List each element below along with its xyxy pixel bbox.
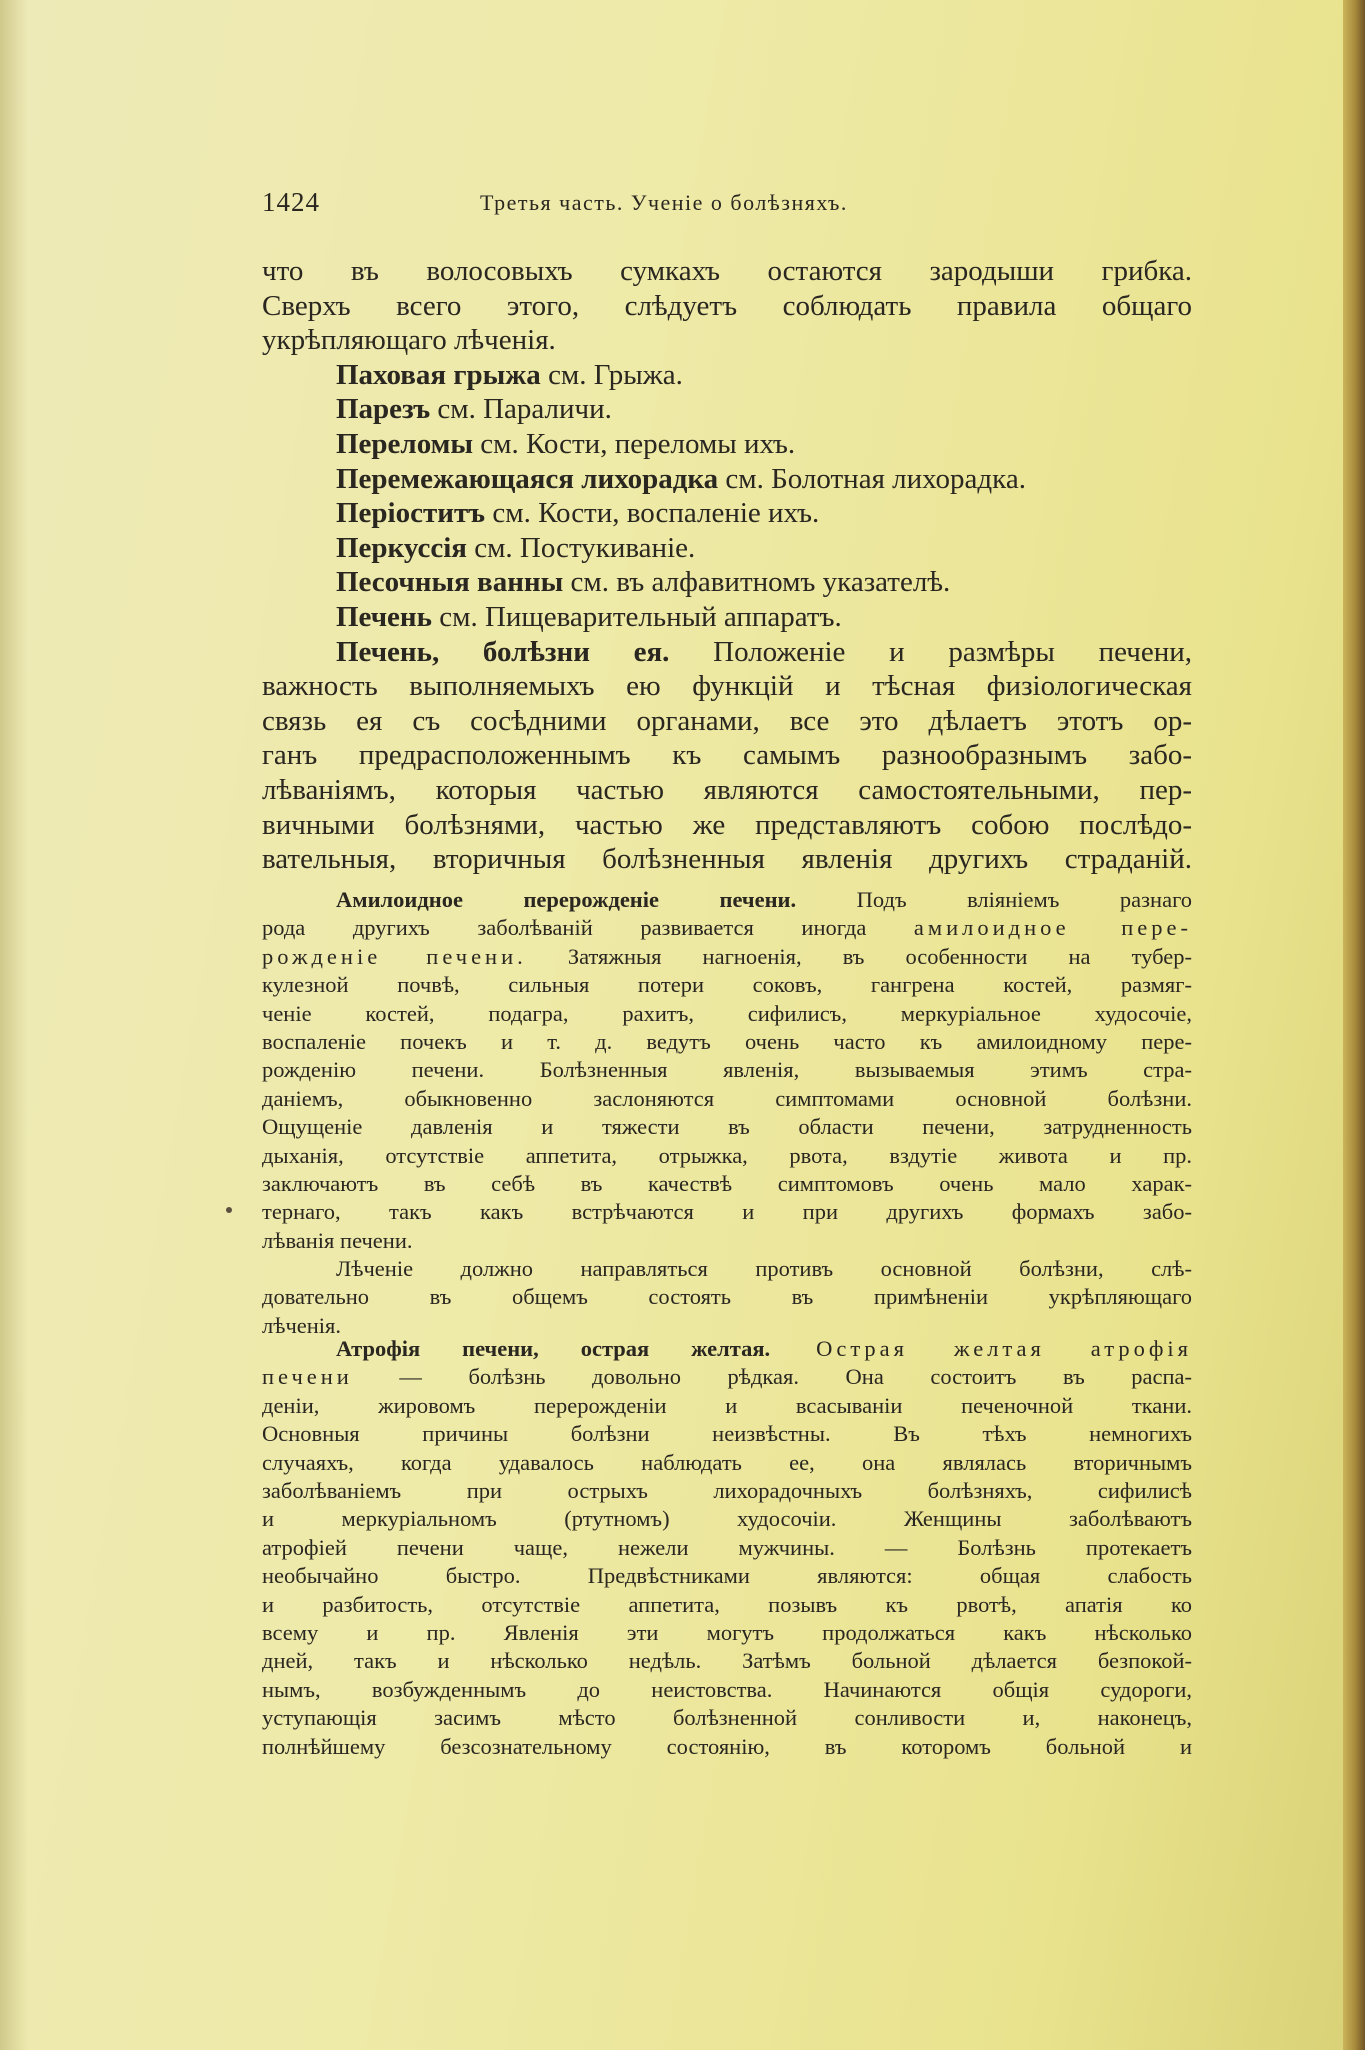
spaced-term: Острая желтая атрофія [770,1336,1192,1361]
entry-term: Паховая грыжа [336,358,541,391]
section-heading: Печень, болѣзни ея. [336,635,670,668]
text-line: случаяхъ, когда удавалось наблюдать ее, она являлась вторичнымъ [262,1449,1192,1475]
page-header [262,187,1192,227]
text-line: Сверхъ всего этого, слѣдуетъ соблюдать правила общаго [262,289,1192,322]
text-line [262,914,1192,942]
text-line: кулезной почвѣ, сильныя потери соковъ, гангрена костей, размяг- [262,972,1192,998]
text-line: заболѣваніемъ при острыхъ лихорадочныхъ болѣзняхъ, сифилисѣ [262,1478,1192,1504]
text-run: — болѣзнь довольно рѣдкая. Она состоитъ въ распа- [352,1364,1192,1390]
text-run: Затяжныя нагноенія, въ особенности на тубер- [526,943,1192,969]
subsection-heading: Атрофія печени, острая желтая. [336,1336,771,1361]
text-line [262,635,1192,670]
entry-ref: см. Параличи. [430,393,612,426]
entry-ref: см. Постукиваніе. [466,531,696,564]
text-line: даніемъ, обыкновенно заслоняются симптомами основной болѣзни. [262,1085,1192,1111]
index-entry [262,496,1192,531]
text-line: лѣченія. [262,1312,342,1338]
text-line: вательныя, вторичныя болѣзненныя явленія другихъ страданій. [262,843,1192,876]
text-line: вичными болѣзнями, частью же представляютъ собою послѣдо- [262,808,1192,841]
text-line: атрофіей печени чаще, нежели мужчины. — Болѣзнь протекаетъ [262,1534,1192,1560]
entry-term: Печень [336,600,432,633]
treatment-paragraph [262,1255,1192,1340]
entry-ref: см. Пищеварительный аппаратъ. [431,600,842,633]
entry-ref: см. Кости, переломы ихъ. [473,427,796,460]
text-line: Ощущеніе давленія и тяжести въ области печени, затрудненность [262,1114,1192,1140]
text-line: Основныя причины болѣзни неизвѣстны. Въ тѣхъ немногихъ [262,1421,1192,1447]
index-entry [262,600,1192,635]
text-line: дней, такъ и нѣсколько недѣль. Затѣмъ больной дѣлается безпокой- [262,1648,1192,1674]
text-line [262,1363,1192,1391]
text-line: воспаленіе почекъ и т. д. ведутъ очень часто къ амилоидному пере- [262,1029,1192,1055]
text-line: лѣваніямъ, которыя частью являются самостоятельными, пер- [262,773,1192,806]
index-entry [262,462,1192,497]
index-entry [262,531,1192,566]
text-line: ченіе костей, подагра, рахитъ, сифилисъ, меркуріальное худосочіе, [262,1000,1192,1026]
entry-term: Періоститъ [336,497,486,530]
text-line: рожденію печени. Болѣзненныя явленія, вызываемыя этимъ стра- [262,1057,1192,1083]
text-line: ганъ предрасположеннымъ къ самымъ разнообразнымъ забо- [262,739,1192,772]
entry-term: Перемежающаяся лихорадка [336,462,719,495]
text-line: что въ волосовыхъ сумкахъ остаются зародыши грибка. [262,255,1192,287]
text-line: необычайно быстро. Предвѣстниками являются: общая слабость [262,1563,1192,1589]
text-line: связь ея съ сосѣдними органами, все это дѣлаетъ этотъ ор- [262,704,1192,737]
entry-ref: см. Кости, воспаленіе ихъ. [485,497,820,530]
index-entry [262,427,1192,462]
text-line: тернаго, такъ какъ встрѣчаются и при другихъ формахъ забо- [262,1199,1192,1225]
entry-ref: см. въ алфавитномъ указателѣ. [563,566,951,599]
text-line: нымъ, возбужденнымъ до неистовства. Начинаются общія судороги, [262,1676,1192,1702]
page-number: 1424 [262,187,320,217]
entry-term: Перкуссія [336,531,467,564]
text-line: довательно въ общемъ состоять въ примѣненіи укрѣпляющаго [262,1284,1192,1310]
text-line: и меркуріальномъ (ртутномъ) худосочіи. Женщины заболѣваютъ [262,1506,1192,1532]
spaced-term: амилоидное пере- [913,915,1192,941]
text-line: заключаютъ въ себѣ въ качествѣ симптомовъ очень мало харак- [262,1171,1192,1197]
running-head: Третья часть. Ученіе о болѣзняхъ. [480,190,848,215]
text-line: всему и пр. Явленія эти могутъ продолжаться какъ нѣсколько [262,1620,1192,1646]
text-line: лѣванія печени. [262,1227,413,1253]
index-entry [262,358,1192,393]
entry-ref: см. Грыжа. [540,358,683,391]
text-line: дыханія, отсутствіе аппетита, отрыжка, рвота, вздутіе живота и пр. [262,1142,1192,1168]
text-line: полнѣйшему безсознательному состоянію, въ которомъ больной и [262,1733,1192,1759]
text-line: важность выполняемыхъ ею функцій и тѣсная физіологическая [262,670,1192,703]
entry-term: Парезъ [336,393,431,426]
main-text [262,254,1192,877]
subsection-heading: Амилоидное перерожденіе печени. [336,887,797,912]
spaced-term: печени [262,1364,353,1390]
text-run: Подъ вліяніемъ разнаго [796,887,1192,912]
text-line: деніи, жировомъ перерожденіи и всасываніи печеночной ткани. [262,1392,1192,1418]
margin-mark [226,1207,232,1213]
text-line [262,1335,1192,1363]
index-entry [262,392,1192,427]
amyloid-section [262,886,1192,1255]
spaced-term: рожденіе печени. [262,943,527,969]
text-line: и разбитость, отсутствіе аппетита, позывъ къ рвотѣ, апатія ко [262,1591,1192,1617]
text-line [262,943,1192,971]
text-run: Положеніе и размѣры печени, [669,635,1192,668]
text-run: рода другихъ заболѣваній развивается иногда [262,915,914,941]
text-line: уступающія засимъ мѣсто болѣзненной сонливости и, наконецъ, [262,1705,1192,1731]
text-line [262,886,1192,914]
page-edge [1343,0,1365,2050]
entry-term: Песочныя ванны [336,566,564,599]
atrophy-section [262,1335,1192,1761]
text-line: Лѣченіе должно направляться противъ основной болѣзни, слѣ- [336,1256,1192,1281]
entry-term: Переломы [336,427,474,460]
entry-ref: см. Болотная лихорадка. [718,462,1026,495]
text-line: укрѣпляющаго лѣченія. [262,324,556,357]
index-entry [262,565,1192,600]
